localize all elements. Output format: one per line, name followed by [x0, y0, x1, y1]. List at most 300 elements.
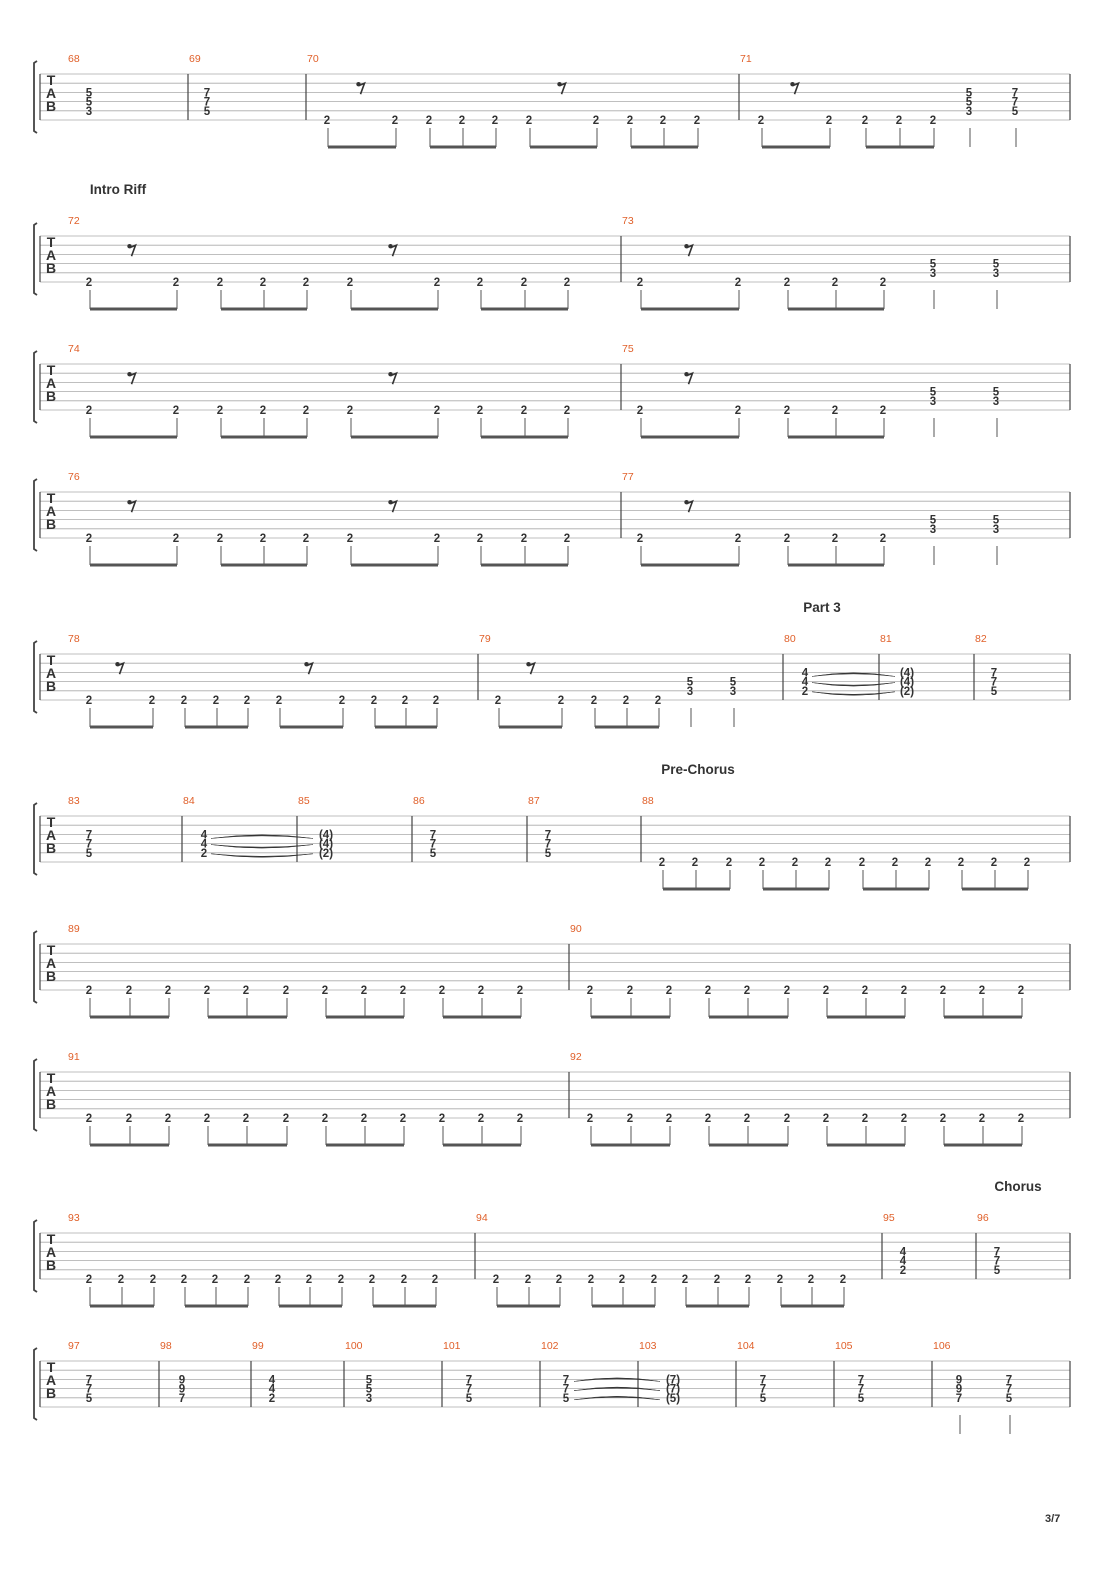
measure-number: 91: [68, 1051, 80, 1063]
measure-number: 100: [345, 1340, 363, 1352]
fret-number: 5: [85, 96, 93, 109]
fret-number: 2: [939, 985, 947, 997]
fret-number: 5: [365, 1374, 373, 1387]
tab-clef-letter: T: [46, 652, 56, 668]
fret-number: 2: [691, 857, 699, 869]
fret-number: 2: [164, 985, 172, 997]
fret-number: 3: [992, 523, 1000, 536]
tab-system: [34, 1059, 1070, 1145]
fret-number: 2: [563, 533, 571, 545]
fret-number: 7: [85, 1374, 93, 1387]
fret-number: 7: [429, 829, 437, 842]
measure-number: 77: [622, 471, 634, 483]
fret-number: 7: [465, 1374, 473, 1387]
fret-number: 7: [544, 838, 552, 851]
system-bracket: [34, 641, 37, 713]
fret-number: 2: [861, 115, 869, 127]
tie-arc: [211, 854, 313, 858]
fret-number: 3: [929, 523, 937, 536]
fret-number: 3: [992, 395, 1000, 408]
fret-number: 3: [929, 395, 937, 408]
fret-number: 5: [992, 514, 1000, 527]
fret-number: 2: [305, 1274, 313, 1286]
fret-number: 2: [743, 1113, 751, 1125]
tab-clef-letter: B: [45, 260, 57, 276]
fret-number: 2: [822, 1113, 830, 1125]
fret-number: 2: [586, 985, 594, 997]
fret-number: 5: [203, 105, 211, 118]
fret-number: 2: [957, 857, 965, 869]
fret-number: (4): [318, 829, 334, 842]
fret-number: 2: [744, 1274, 752, 1286]
fret-number: 5: [465, 1392, 473, 1405]
fret-number: 2: [622, 695, 630, 707]
fret-number: 2: [203, 985, 211, 997]
fret-number: 7: [857, 1374, 865, 1387]
measure-number: 85: [298, 795, 310, 807]
fret-number: 2: [743, 985, 751, 997]
fret-number: 2: [172, 405, 180, 417]
fret-number: 2: [520, 405, 528, 417]
fret-number: 7: [759, 1383, 767, 1396]
fret-number: 7: [993, 1255, 1001, 1268]
fret-number: (4): [899, 667, 915, 680]
fret-number: 2: [725, 857, 733, 869]
fret-number: 2: [990, 857, 998, 869]
tab-clef-letter: B: [45, 98, 57, 114]
fret-number: 5: [929, 386, 937, 399]
fret-number: 2: [586, 1113, 594, 1125]
tab-system: [34, 803, 1070, 889]
fret-number: 2: [520, 277, 528, 289]
fret-number: 2: [274, 1274, 282, 1286]
tab-system: [34, 1348, 1070, 1434]
system-bracket: [34, 351, 37, 423]
tab-clef-letter: B: [45, 968, 57, 984]
fret-number: 9: [178, 1383, 186, 1396]
measure-number: 106: [933, 1340, 951, 1352]
measure-number: 84: [183, 795, 195, 807]
fret-number: 2: [302, 277, 310, 289]
fret-number: 5: [85, 1392, 93, 1405]
fret-number: 2: [563, 405, 571, 417]
fret-number: 2: [978, 985, 986, 997]
fret-number: 7: [990, 667, 998, 680]
fret-number: 2: [302, 405, 310, 417]
measure-number: 88: [642, 795, 654, 807]
fret-number: 9: [178, 1374, 186, 1387]
fret-number: (4): [899, 676, 915, 689]
fret-number: 2: [658, 857, 666, 869]
fret-number: 2: [978, 1113, 986, 1125]
fret-number: 5: [429, 847, 437, 860]
fret-number: 2: [216, 277, 224, 289]
tab-system: [34, 1220, 1070, 1306]
tab-clef-letter: A: [45, 85, 57, 101]
tab-clef-letter: A: [45, 1083, 57, 1099]
fret-number: 2: [895, 115, 903, 127]
fret-number: 4: [268, 1383, 276, 1396]
fret-number: 2: [654, 695, 662, 707]
measure-number: 99: [252, 1340, 264, 1352]
tab-clef-letter: T: [46, 942, 56, 958]
fret-number: 2: [337, 1274, 345, 1286]
fret-number: 2: [524, 1274, 532, 1286]
fret-number: 2: [757, 115, 765, 127]
measure-number: 103: [639, 1340, 657, 1352]
tab-clef-letter: B: [45, 678, 57, 694]
system-bracket: [34, 223, 37, 295]
fret-number: 2: [587, 1274, 595, 1286]
tab-clef-letter: T: [46, 490, 56, 506]
fret-number: 5: [85, 847, 93, 860]
fret-number: 2: [117, 1274, 125, 1286]
measure-number: 70: [307, 53, 319, 65]
measure-number: 101: [443, 1340, 461, 1352]
fret-number: 2: [400, 1274, 408, 1286]
fret-number: 2: [801, 685, 809, 698]
fret-number: 7: [203, 96, 211, 109]
fret-number: 2: [302, 533, 310, 545]
fret-number: 2: [494, 695, 502, 707]
fret-number: 2: [831, 533, 839, 545]
tab-clef-letter: T: [46, 1070, 56, 1086]
section-label: Part 3: [803, 600, 841, 615]
fret-number: 2: [900, 985, 908, 997]
fret-number: 2: [693, 115, 701, 127]
fret-number: 2: [164, 1113, 172, 1125]
fret-number: 2: [458, 115, 466, 127]
tab-clef-letter: B: [45, 1385, 57, 1401]
fret-number: 7: [429, 838, 437, 851]
fret-number: 2: [891, 857, 899, 869]
section-label: Intro Riff: [89, 182, 147, 197]
fret-number: 2: [618, 1274, 626, 1286]
fret-number: 3: [992, 267, 1000, 280]
fret-number: 2: [555, 1274, 563, 1286]
fret-number: 2: [368, 1274, 376, 1286]
tab-clef-letter: A: [45, 247, 57, 263]
fret-number: 2: [861, 1113, 869, 1125]
fret-number: 7: [203, 87, 211, 100]
fret-number: 5: [929, 514, 937, 527]
fret-number: 7: [1005, 1383, 1013, 1396]
fret-number: 5: [990, 685, 998, 698]
fret-number: 2: [516, 1113, 524, 1125]
fret-number: 2: [360, 985, 368, 997]
tab-clef-letter: A: [45, 375, 57, 391]
fret-number: 2: [839, 1274, 847, 1286]
fret-number: 2: [879, 533, 887, 545]
measure-number: 97: [68, 1340, 80, 1352]
fret-number: 9: [955, 1374, 963, 1387]
fret-number: 2: [525, 115, 533, 127]
fret-number: 2: [433, 533, 441, 545]
fret-number: 4: [801, 676, 809, 689]
fret-number: 9: [955, 1383, 963, 1396]
tab-system: [34, 223, 1070, 309]
measure-number: 81: [880, 633, 892, 645]
fret-number: 7: [178, 1392, 186, 1405]
fret-number: 2: [476, 533, 484, 545]
fret-number: 7: [993, 1246, 1001, 1259]
fret-number: 2: [85, 533, 93, 545]
fret-number: 2: [346, 405, 354, 417]
fret-number: 4: [801, 667, 809, 680]
fret-number: 2: [346, 277, 354, 289]
tab-clef-letter: T: [46, 1359, 56, 1375]
fret-number: 5: [1011, 105, 1019, 118]
measure-number: 68: [68, 53, 80, 65]
fret-number: 2: [242, 1113, 250, 1125]
fret-number: 2: [172, 533, 180, 545]
fret-number: 3: [929, 267, 937, 280]
fret-number: 5: [965, 96, 973, 109]
fret-number: 2: [212, 695, 220, 707]
fret-number: (2): [899, 685, 915, 698]
tie-arc: [211, 835, 313, 839]
fret-number: 2: [243, 695, 251, 707]
fret-number: 5: [965, 87, 973, 100]
fret-number: 2: [783, 533, 791, 545]
tie-arc: [812, 683, 895, 687]
fret-number: 2: [520, 533, 528, 545]
fret-number: 2: [783, 405, 791, 417]
fret-number: 2: [929, 115, 937, 127]
fret-number: 2: [370, 695, 378, 707]
fret-number: 2: [180, 1274, 188, 1286]
fret-number: 2: [681, 1274, 689, 1286]
fret-number: 2: [85, 695, 93, 707]
measure-number: 86: [413, 795, 425, 807]
fret-number: 2: [734, 533, 742, 545]
tab-clef-letter: B: [45, 840, 57, 856]
fret-number: 2: [438, 1113, 446, 1125]
fret-number: 2: [626, 985, 634, 997]
measure-number: 93: [68, 1212, 80, 1224]
fret-number: 2: [1023, 857, 1031, 869]
fret-number: 2: [636, 405, 644, 417]
tab-system: [34, 931, 1070, 1017]
fret-number: 2: [626, 1113, 634, 1125]
measure-number: 76: [68, 471, 80, 483]
system-bracket: [34, 1059, 37, 1131]
measure-number: 83: [68, 795, 80, 807]
measure-number: 78: [68, 633, 80, 645]
measure-number: 73: [622, 215, 634, 227]
fret-number: 2: [259, 533, 267, 545]
tab-clef-letter: A: [45, 665, 57, 681]
fret-number: (5): [665, 1392, 681, 1405]
fret-number: 2: [636, 277, 644, 289]
fret-number: 2: [665, 985, 673, 997]
tab-clef-letter: B: [45, 516, 57, 532]
fret-number: 2: [590, 695, 598, 707]
fret-number: 2: [825, 115, 833, 127]
fret-number: (7): [665, 1383, 681, 1396]
fret-number: 2: [425, 115, 433, 127]
fret-number: 7: [990, 676, 998, 689]
page-number: 3/7: [1045, 1513, 1061, 1525]
fret-number: 4: [200, 829, 208, 842]
fret-number: 2: [431, 1274, 439, 1286]
tab-clef-letter: B: [45, 1096, 57, 1112]
tab-clef-letter: B: [45, 388, 57, 404]
fret-number: 7: [562, 1374, 570, 1387]
fret-number: 2: [831, 405, 839, 417]
measure-number: 72: [68, 215, 80, 227]
fret-number: 2: [268, 1392, 276, 1405]
fret-number: 2: [85, 1274, 93, 1286]
fret-number: 2: [200, 847, 208, 860]
fret-number: 7: [955, 1392, 963, 1405]
fret-number: 2: [939, 1113, 947, 1125]
tab-clef-letter: T: [46, 1231, 56, 1247]
fret-number: 2: [172, 277, 180, 289]
fret-number: 2: [734, 405, 742, 417]
fret-number: 2: [783, 277, 791, 289]
fret-number: 2: [824, 857, 832, 869]
system-bracket: [34, 61, 37, 133]
fret-number: 2: [665, 1113, 673, 1125]
fret-number: 2: [783, 985, 791, 997]
fret-number: (2): [318, 847, 334, 860]
fret-number: 2: [491, 115, 499, 127]
fret-number: 5: [992, 386, 1000, 399]
fret-number: 2: [125, 1113, 133, 1125]
fret-number: 2: [783, 1113, 791, 1125]
measure-number: 69: [189, 53, 201, 65]
fret-number: 4: [200, 838, 208, 851]
fret-number: 2: [211, 1274, 219, 1286]
measure-number: 98: [160, 1340, 172, 1352]
fret-number: 5: [365, 1383, 373, 1396]
system-bracket: [34, 1348, 37, 1420]
fret-number: 7: [1011, 96, 1019, 109]
fret-number: 5: [686, 676, 694, 689]
fret-number: 7: [1011, 87, 1019, 100]
tie-arc: [812, 673, 895, 677]
fret-number: 2: [563, 277, 571, 289]
fret-number: 2: [346, 533, 354, 545]
fret-number: 7: [85, 1383, 93, 1396]
fret-number: 2: [432, 695, 440, 707]
fret-number: 2: [438, 985, 446, 997]
tab-clef-letter: A: [45, 827, 57, 843]
fret-number: 5: [857, 1392, 865, 1405]
section-label: Pre-Chorus: [661, 762, 735, 777]
fret-number: 2: [85, 985, 93, 997]
tab-clef-letter: T: [46, 362, 56, 378]
tie-arc: [211, 845, 313, 849]
fret-number: 2: [636, 533, 644, 545]
fret-number: 2: [477, 985, 485, 997]
fret-number: 7: [85, 829, 93, 842]
fret-number: 2: [899, 1264, 907, 1277]
tie-arc: [812, 692, 895, 696]
fret-number: 2: [592, 115, 600, 127]
measure-number: 105: [835, 1340, 853, 1352]
fret-number: 2: [180, 695, 188, 707]
fret-number: 2: [203, 1113, 211, 1125]
fret-number: 2: [216, 533, 224, 545]
fret-number: 2: [242, 985, 250, 997]
fret-number: 2: [807, 1274, 815, 1286]
fret-number: 3: [686, 685, 694, 698]
fret-number: 5: [1005, 1392, 1013, 1405]
fret-number: 5: [544, 847, 552, 860]
measure-number: 94: [476, 1212, 488, 1224]
section-label: Chorus: [994, 1179, 1042, 1194]
fret-number: 2: [433, 405, 441, 417]
fret-number: 5: [729, 676, 737, 689]
measure-number: 89: [68, 923, 80, 935]
fret-number: 2: [1017, 985, 1025, 997]
system-bracket: [34, 803, 37, 875]
fret-number: 2: [85, 277, 93, 289]
measure-number: 95: [883, 1212, 895, 1224]
fret-number: 2: [924, 857, 932, 869]
tab-clef-letter: A: [45, 955, 57, 971]
fret-number: 2: [476, 277, 484, 289]
fret-number: 2: [822, 985, 830, 997]
fret-number: 7: [465, 1383, 473, 1396]
fret-number: 2: [791, 857, 799, 869]
system-bracket: [34, 479, 37, 551]
fret-number: 7: [544, 829, 552, 842]
fret-number: 5: [759, 1392, 767, 1405]
fret-number: 2: [879, 277, 887, 289]
tab-system: [34, 351, 1070, 437]
tab-clef-letter: T: [46, 72, 56, 88]
fret-number: 2: [776, 1274, 784, 1286]
measure-number: 104: [737, 1340, 755, 1352]
fret-number: (4): [318, 838, 334, 851]
fret-number: 7: [85, 838, 93, 851]
fret-number: 2: [734, 277, 742, 289]
fret-number: 2: [879, 405, 887, 417]
fret-number: 2: [433, 277, 441, 289]
measure-number: 102: [541, 1340, 559, 1352]
measure-number: 79: [479, 633, 491, 645]
fret-number: 5: [562, 1392, 570, 1405]
fret-number: 2: [282, 1113, 290, 1125]
fret-number: 2: [626, 115, 634, 127]
fret-number: 2: [476, 405, 484, 417]
fret-number: 2: [858, 857, 866, 869]
fret-number: 2: [391, 115, 399, 127]
tab-clef-letter: B: [45, 1257, 57, 1273]
fret-number: 2: [149, 1274, 157, 1286]
fret-number: 2: [338, 695, 346, 707]
measure-number: 82: [975, 633, 987, 645]
fret-number: 2: [125, 985, 133, 997]
measure-number: 96: [977, 1212, 989, 1224]
system-bracket: [34, 931, 37, 1003]
fret-number: 7: [759, 1374, 767, 1387]
fret-number: 2: [148, 695, 156, 707]
fret-number: 2: [360, 1113, 368, 1125]
tab-clef-letter: A: [45, 1244, 57, 1260]
fret-number: 2: [704, 1113, 712, 1125]
fret-number: 7: [857, 1383, 865, 1396]
fret-number: 5: [85, 87, 93, 100]
measure-number: 75: [622, 343, 634, 355]
fret-number: 2: [704, 985, 712, 997]
fret-number: 2: [557, 695, 565, 707]
fret-number: (7): [665, 1374, 681, 1387]
fret-number: 5: [929, 258, 937, 271]
